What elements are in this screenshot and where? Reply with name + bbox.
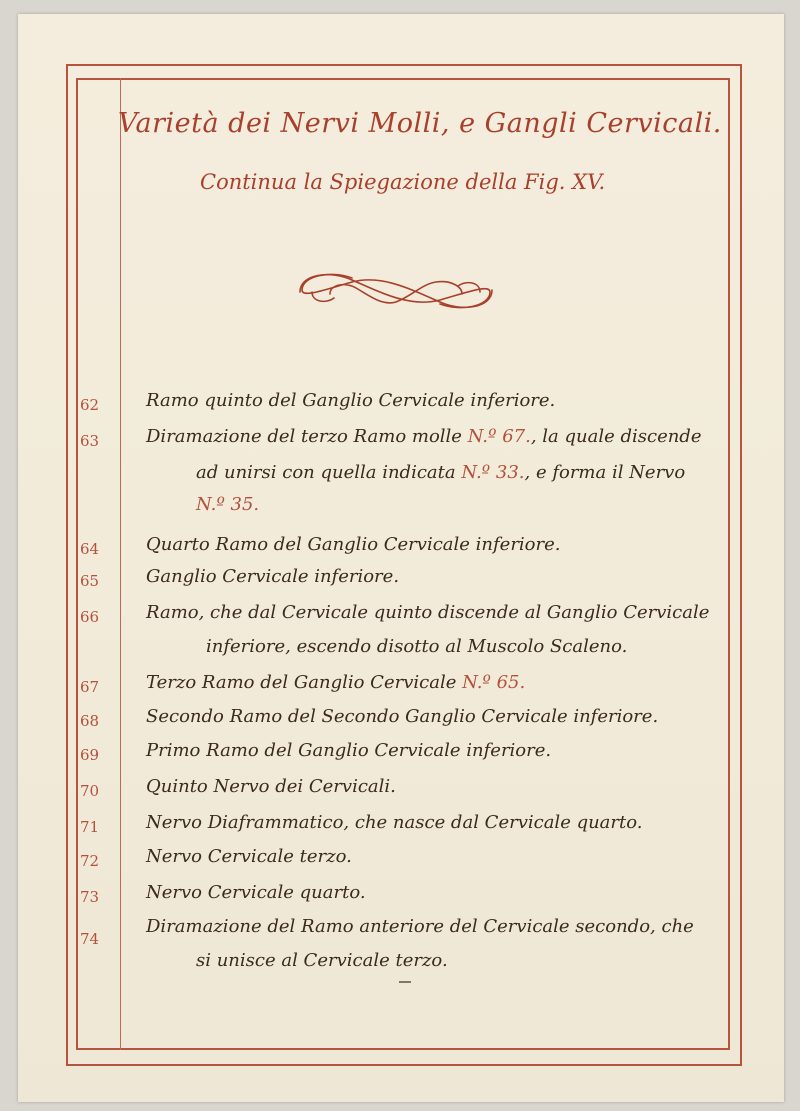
entry-text: Diramazione del Ramo anteriore del Cervicale secondo, che [146,916,694,937]
cross-reference: N.º 65. [462,672,526,693]
end-mark-icon [398,980,412,984]
entry-text: Nervo Cervicale quarto. [146,882,366,903]
cross-reference: N.º 33. [461,462,525,483]
entry-number: 65 [80,572,100,590]
margin-rule [120,78,121,1050]
entry-text: si unisce al Cervicale terzo. [196,950,448,971]
entry-number: 71 [80,818,100,836]
entry-number: 62 [80,396,100,414]
entry-number: 64 [80,540,100,558]
cross-reference: N.º 35. [196,494,260,515]
entry-text: Ganglio Cervicale inferiore. [146,566,400,587]
entry-number: 68 [80,712,100,730]
page-title: Varietà dei Nervi Molli, e Gangli Cervicali. [118,108,722,139]
entry-text: Terzo Ramo del Ganglio Cervicale N.º 65. [146,672,526,693]
entry-text: Quarto Ramo del Ganglio Cervicale inferiore. [146,534,561,555]
entry-text: Secondo Ramo del Secondo Ganglio Cervicale inferiore. [146,706,659,727]
entry-text: Nervo Diaframmatico, che nasce dal Cervicale quarto. [146,812,643,833]
entry-number: 70 [80,782,100,800]
inner-border [76,78,730,1050]
entry-number: 66 [80,608,100,626]
entry-text [196,494,259,515]
page-subtitle: Continua la Spiegazione della Fig. XV. [200,170,606,194]
entry-number: 73 [80,888,100,906]
entry-text: Ramo, che dal Cervicale quinto discende al Ganglio Cervicale [146,602,710,623]
entry-text: Quinto Nervo dei Cervicali. [146,776,396,797]
entry-text: ad unirsi con quella indicata N.º 33., e forma il Nervo [196,462,686,483]
entry-number: 74 [80,930,100,948]
entry-text: inferiore, escendo disotto al Muscolo Scaleno. [206,636,628,657]
cross-reference: N.º 67. [467,426,531,447]
entry-number: 67 [80,678,100,696]
entry-number: 72 [80,852,100,870]
entry-text: Primo Ramo del Ganglio Cervicale inferiore. [146,740,552,761]
entry-number: 63 [80,432,100,450]
entry-text: Ramo quinto del Ganglio Cervicale inferiore. [146,390,556,411]
entry-number: 69 [80,746,100,764]
flourish-ornament-icon [290,262,502,320]
entry-text: Diramazione del terzo Ramo molle N.º 67., la quale discende [146,426,702,447]
entry-text: Nervo Cervicale terzo. [146,846,352,867]
